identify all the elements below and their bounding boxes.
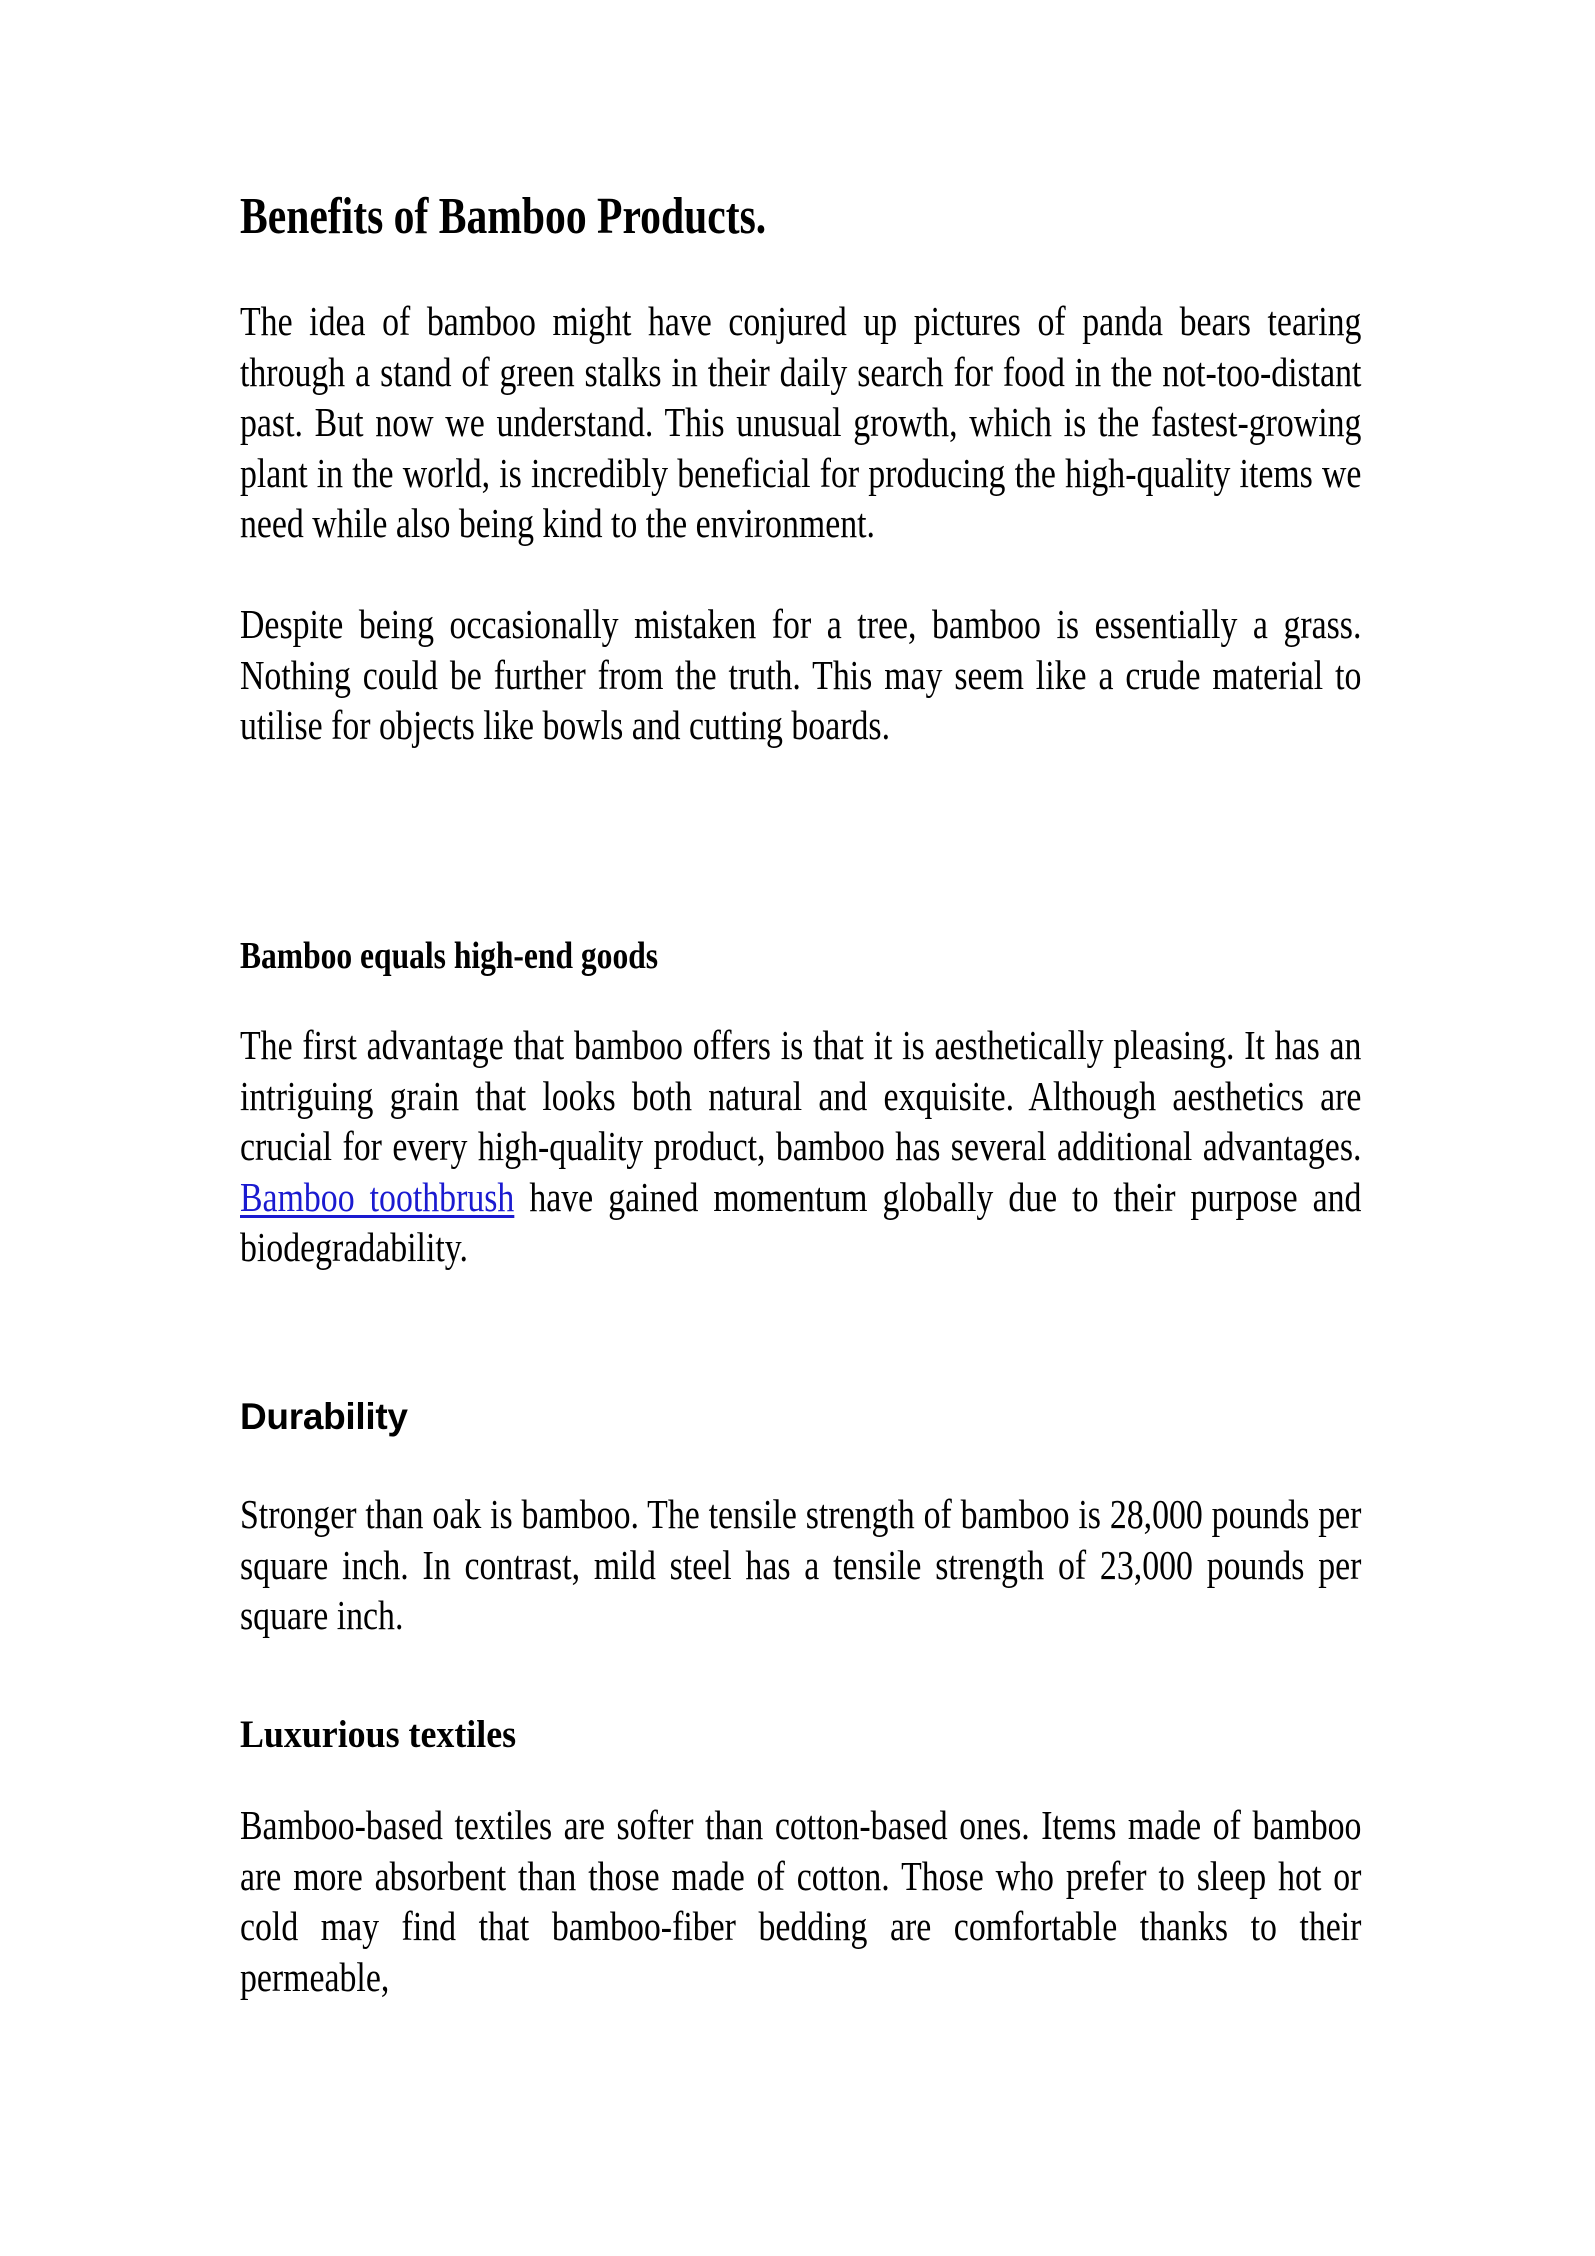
intro-paragraph-2-block — [240, 599, 1595, 751]
section-heading-2-block — [240, 1394, 408, 1440]
section-3-paragraph-block — [240, 1800, 1595, 2002]
page-title: Benefits of Bamboo Products. — [240, 188, 767, 245]
section-heading-bamboo-equals-high-end-goods: Bamboo equals high-end goods — [240, 935, 659, 977]
intro-paragraph-1-block — [240, 296, 1595, 549]
section-heading-1-block — [240, 933, 744, 979]
section-1-text-before-link: The first advantage that bamboo offers is that it is aesthetically pleasing. It has an intriguing grain that looks both natural and exquisite. Although aesthetics are crucial for every high-quality product, bamboo has several additional advantages. — [240, 1022, 1362, 1169]
intro-paragraph-1: The idea of bamboo might have conjured up pictures of panda bears tearing through a stand of green stalks in their daily search for food in the not-too-distant past. But now we understand. This unusual growth, which is the fastest-growing plant in the world, is incredibly beneficial for producing the high-quality items we need while also being kind to the environment. — [240, 298, 1362, 546]
section-1-paragraph — [240, 1020, 1361, 1273]
section-3-paragraph: Bamboo-based textiles are softer than cotton-based ones. Items made of bamboo are more absorbent than those made of cotton. Those who prefer to sleep hot or cold may find that bamboo-fiber bedding are comfortable thanks to their permeable, — [240, 1802, 1362, 2000]
section-heading-durability: Durability — [240, 1396, 408, 1437]
section-1-paragraph-block — [240, 1020, 1595, 1273]
section-2-paragraph-block — [240, 1489, 1595, 1641]
section-2-paragraph: Stronger than oak is bamboo. The tensile strength of bamboo is 28,000 pounds per square inch. In contrast, mild steel has a tensile strength of 23,000 pounds per square inch. — [240, 1491, 1362, 1638]
intro-paragraph-2: Despite being occasionally mistaken for a tree, bamboo is essentially a grass. Nothing could be further from the truth. This may seem like a crude material to utilise for objects like bowls and cutting boards. — [240, 601, 1362, 748]
section-heading-luxurious-textiles: Luxurious textiles — [240, 1713, 517, 1756]
section-heading-3-block — [240, 1712, 540, 1758]
bamboo-toothbrush-link[interactable]: Bamboo toothbrush — [240, 1173, 515, 1220]
section-1-text-after-link: have gained momentum globally due to their purpose and biodegradability. — [240, 1173, 1362, 1270]
